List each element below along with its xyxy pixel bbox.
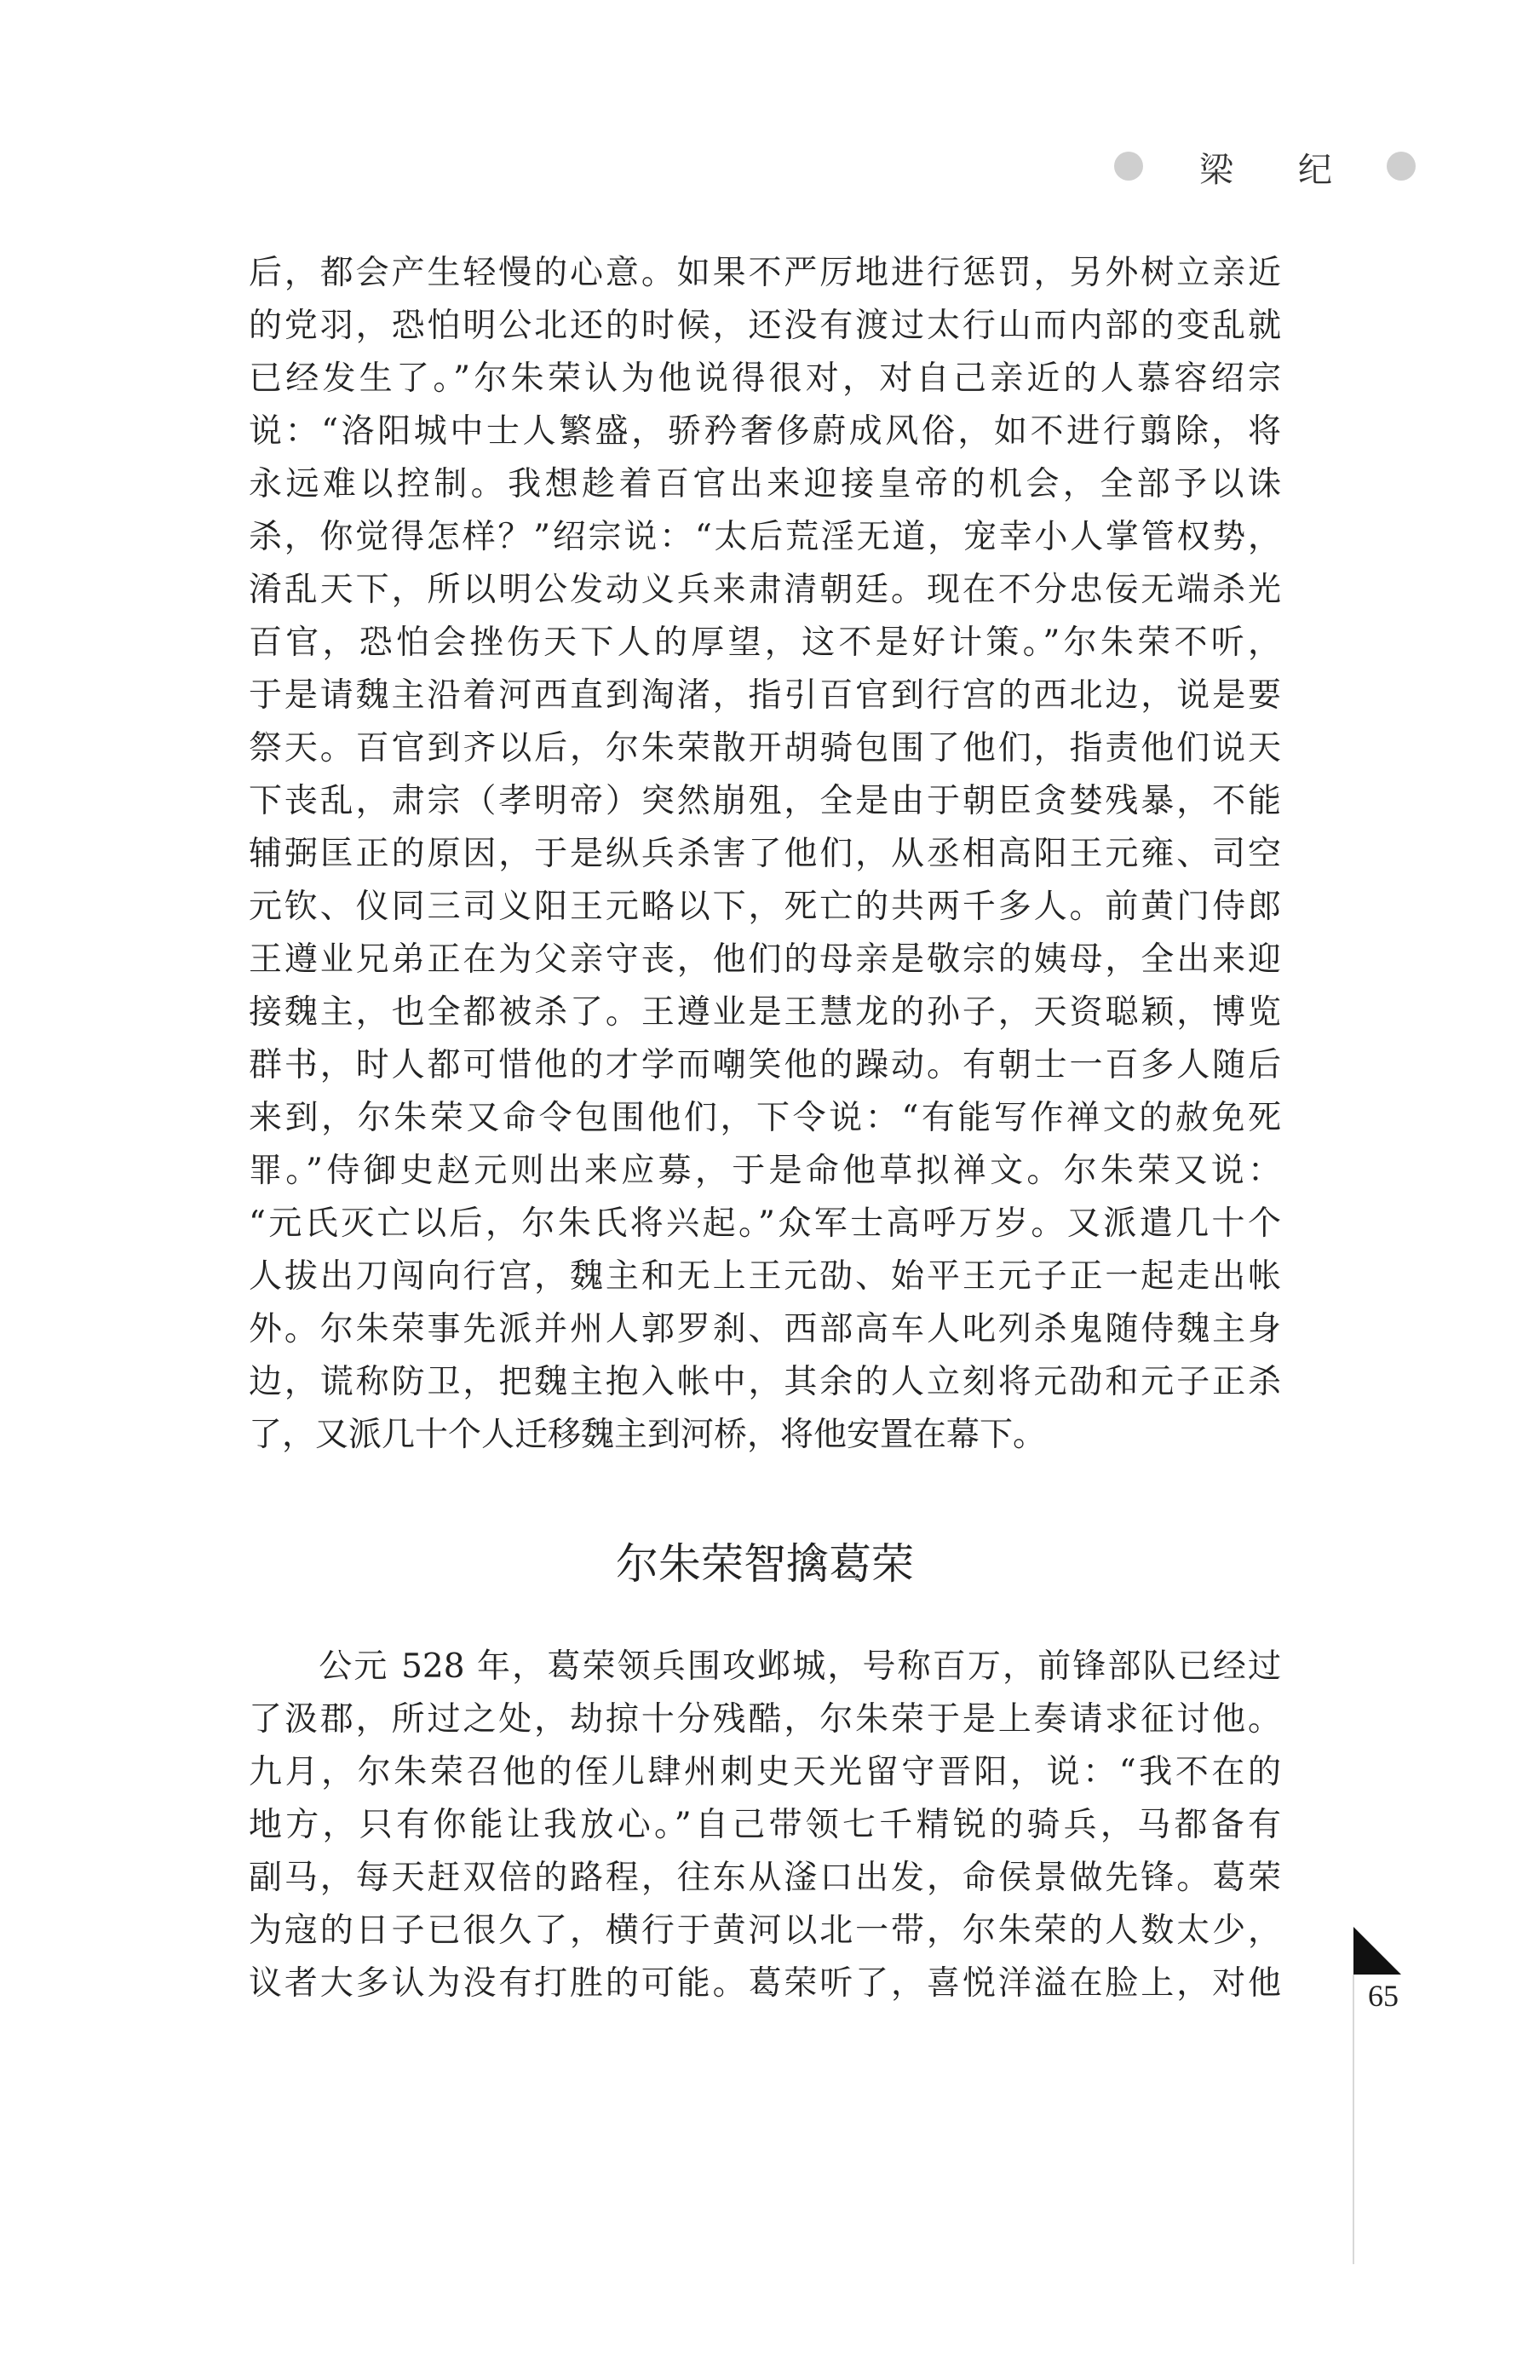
text-line: 为寇的日子已很久了，横行于黄河以北一带，尔朱荣的人数太少， (249, 1911, 1281, 1950)
text-line: 已经发生了。”尔朱荣认为他说得很对，对自己亲近的人慕容绍宗 (249, 359, 1281, 398)
section2-text (249, 1641, 1281, 2010)
text-line: 接魏主，也全都被杀了。王遵业是王慧龙的孙子，天资聪颖，博览 (249, 993, 1281, 1032)
header-title-char-2: 纪 (1298, 151, 1332, 190)
page-number: 65 (1368, 1979, 1399, 2013)
text-line: 了汲郡，所过之处，劫掠十分残酷，尔朱荣于是上奏请求征讨他。 (249, 1700, 1281, 1739)
text-line: 罪。”侍御史赵元则出来应募，于是命他草拟禅文。尔朱荣又说： (249, 1152, 1281, 1190)
text-line: 杀，你觉得怎样？”绍宗说：“太后荒淫无道，宠幸小人掌管权势， (249, 518, 1281, 556)
page-corner-triangle-icon (1353, 1927, 1401, 1975)
text-line: 祭天。百官到齐以后，尔朱荣散开胡骑包围了他们，指责他们说天 (249, 729, 1281, 767)
text-line: 下丧乱，肃宗（孝明帝）突然崩殂，全是由于朝臣贪婪残暴，不能 (249, 782, 1281, 820)
header-title-char-1: 梁 (1199, 151, 1233, 190)
header-dot-left-icon (1114, 152, 1143, 181)
text-line: 群书，时人都可惜他的才学而嘲笑他的躁动。有朝士一百多人随后 (249, 1046, 1281, 1084)
text-line: 永远难以控制。我想趁着百官出来迎接皇帝的机会，全部予以诛 (249, 465, 1281, 503)
text-line: 九月，尔朱荣召他的侄儿肆州刺史天光留守晋阳，说：“我不在的 (249, 1753, 1281, 1791)
running-header (1107, 143, 1431, 194)
text-line: 淆乱天下，所以明公发动义兵来肃清朝廷。现在不分忠佞无端杀光 (249, 571, 1281, 609)
text-line: 的党羽，恐怕明公北还的时候，还没有渡过太行山而内部的变乱就 (249, 307, 1281, 345)
text-line: 辅弼匡正的原因，于是纵兵杀害了他们，从丞相高阳王元雍、司空 (249, 835, 1281, 873)
text-line: 说：“洛阳城中士人繁盛，骄矜奢侈蔚成风俗，如不进行翦除，将 (249, 412, 1281, 451)
text-line: 边，谎称防卫，把魏主抱入帐中，其余的人立刻将元劭和元子正杀 (249, 1363, 1281, 1401)
text-line: 百官，恐怕会挫伤天下人的厚望，这不是好计策。”尔朱荣不听， (249, 624, 1281, 662)
margin-rule (1353, 1975, 1354, 2264)
text-line: “元氏灭亡以后，尔朱氏将兴起。”众军士高呼万岁。又派遣几十个 (249, 1204, 1281, 1243)
text-line: 元钦、仪同三司义阳王元略以下，死亡的共两千多人。前黄门侍郎 (249, 888, 1281, 926)
text-line: 了，又派几十个人迁移魏主到河桥，将他安置在幕下。 (249, 1416, 1047, 1454)
text-line: 地方，只有你能让我放心。”自己带领七千精锐的骑兵，马都备有 (249, 1806, 1281, 1844)
text-line: 来到，尔朱荣又命令包围他们，下令说：“有能写作禅文的赦免死 (249, 1099, 1281, 1137)
text-line: 议者大多认为没有打胜的可能。葛荣听了，喜悦洋溢在脸上，对他 (249, 1964, 1281, 2003)
text-line: 外。尔朱荣事先派并州人郭罗刹、西部高车人叱列杀鬼随侍魏主身 (249, 1310, 1281, 1348)
text-line: 于是请魏主沿着河西直到淘渚，指引百官到行宫的西北边，说是要 (249, 676, 1281, 715)
header-dot-right-icon (1387, 152, 1416, 181)
text-line: 王遵业兄弟正在为父亲守丧，他们的母亲是敬宗的姨母，全出来迎 (249, 940, 1281, 979)
section-heading: 尔朱荣智擒葛荣 (616, 1539, 914, 1589)
text-line: 公元 528 年，葛荣领兵围攻邺城，号称百万，前锋部队已经过 (249, 1647, 1281, 1686)
text-line: 副马，每天赶双倍的路程，往东从滏口出发，命侯景做先锋。葛荣 (249, 1859, 1281, 1897)
section1-text (249, 247, 1281, 1462)
text-line: 人拔出刀闯向行宫，魏主和无上王元劭、始平王元子正一起走出帐 (249, 1257, 1281, 1296)
text-line: 后，都会产生轻慢的心意。如果不严厉地进行惩罚，另外树立亲近 (249, 254, 1281, 292)
